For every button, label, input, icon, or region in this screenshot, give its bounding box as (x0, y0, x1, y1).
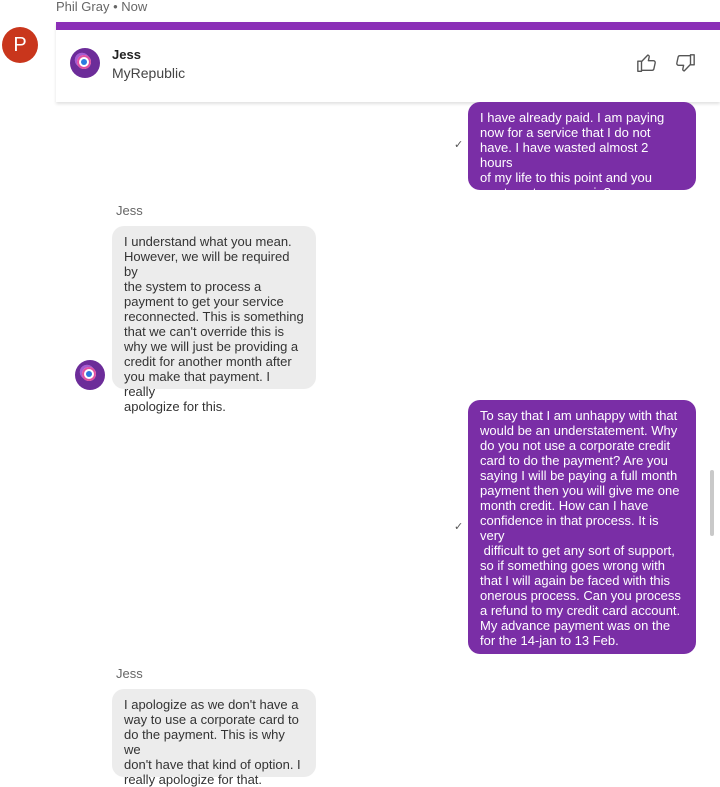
user-avatar-initial: P (13, 33, 27, 56)
agent-avatar-small (75, 360, 105, 390)
chat-header-card (56, 22, 720, 102)
incoming-message-bubble: I apologize as we don't have a way to use a corporate card to do the payment. This is why we don't have that kind of option. I really apologize for that. (112, 689, 316, 777)
agent-name: Jess (112, 47, 141, 62)
outgoing-message-bubble: I have already paid. I am paying now for a service that I do not have. I have wasted almost 2 hours of my life to this point and you want me to pay again? (468, 102, 696, 190)
outgoing-message-bubble: To say that I am unhappy with that would be an understatement. Why do you not use a corporate credit card to do the payment? Are you saying I will be paying a full month payment then you will give me one month credit. How can I have confidence in that process. It is very difficult to get any sort of support, so if something goes wrong with that I will again be faced with this onerous process. Can you process a refund to my credit card account. My advance payment was on the for the 14-jan to 13 Feb. (468, 400, 696, 654)
meta-separator: • (113, 0, 118, 14)
read-receipt-check-icon: ✓ (454, 521, 464, 533)
notification-meta (56, 0, 147, 14)
agent-avatar (70, 48, 100, 78)
scrollbar-thumb[interactable] (710, 470, 714, 536)
thumbs-down-icon[interactable] (674, 52, 696, 74)
company-name: MyRepublic (112, 65, 186, 81)
user-avatar (2, 27, 38, 63)
incoming-sender-name: Jess (116, 203, 143, 218)
incoming-message-bubble: I understand what you mean. However, we will be required by the system to process a payment to get your service reconnected. This is something that we can't override this is why we will just be providing a credit for another month after you make that payment. I really apologize for this. (112, 226, 316, 389)
timestamp: Now (121, 0, 148, 14)
thumbs-up-icon[interactable] (636, 52, 658, 74)
sender-name: Phil Gray (56, 0, 110, 14)
incoming-sender-name: Jess (116, 666, 143, 681)
read-receipt-check-icon: ✓ (454, 139, 464, 151)
